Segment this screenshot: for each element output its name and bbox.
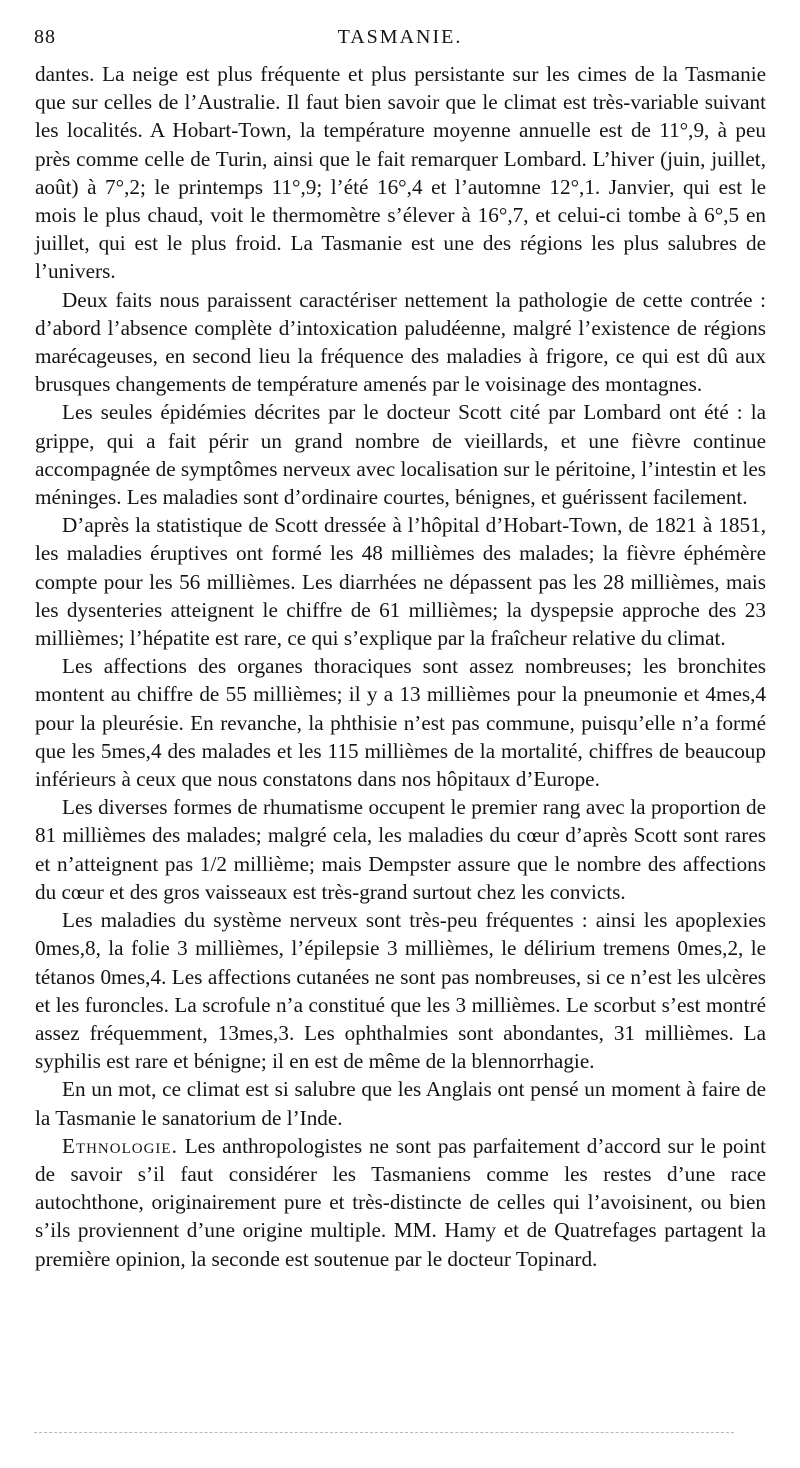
paragraph-ethnology <box>35 1132 766 1273</box>
paragraph-epidemics: Les seules épidémies décrites par le docteur Scott cité par Lombard ont été : la grippe, qui a fait périr un grand nombre de vieillards, et une fièvre continue accompagnée de symptômes nerveux avec localisation sur le péritoine, l’intestin et les méninges. Les maladies sont d’ordinaire courtes, bénignes, et guérissent facilement. <box>35 400 766 510</box>
paragraph-rheumatism: Les diverses formes de rhumatisme occupent le premier rang avec la proportion de 81 millièmes des malades; malgré cela, les maladies du cœur d’après Scott sont rares et n’atteignent pas 1/2 millième; mais Dempster assure que le nombre des affections du cœur et des gros vaisseaux est très-grand surtout chez les convicts. <box>35 795 766 904</box>
paragraph-climate-continued: dantes. La neige est plus fréquente et plus persistante sur les cimes de la Tasmanie que sur celles de l’Australie. Il faut bien savoir que le climat est très-variable suivant les localités. A Hobart-Town, la température moyenne annuelle est de 11°,9, à peu près comme celle de Turin, ainsi que le fait remarquer Lombard. L’hiver (juin, juillet, août) à 7°,2; le printemps 11°,9; l’été 16°,4 et l’automne 12°,1. Janvier, qui est le mois le plus chaud, voit le thermomètre s’élever à 16°,7, et celui-ci tombe à 6°,5 en juillet, qui est le plus froid. La Tasmanie est une des régions les plus salubres de l’univers. <box>35 62 766 284</box>
ethnology-text: Les anthropologistes ne sont pas parfaitement d’accord sur le point de savoir s’il faut considérer les Tasmaniens comme les restes d’une race autochthone, originairement pure et très-distincte de celles qui l’avoisinent, ou bien s’ils proviennent d’une origine multiple. MM. Hamy et de Quatrefages partagent la première opinion, la seconde est soutenue par le docteur Topinard. <box>35 1133 767 1271</box>
paragraph-pathology: Deux faits nous paraissent caractériser nettement la pathologie de cette contrée : d’abord l’absence complète d’intoxication paludéenne, malgré l’existence de régions marécageuses, en second lieu la fréquence des maladies à frigore, ce qui est dû aux brusques changements de température amenés par le voisinage des montagnes. <box>35 287 766 397</box>
footer-rule <box>34 1432 734 1433</box>
page-number: 88 <box>34 26 56 48</box>
paragraph-nervous-system: Les maladies du système nerveux sont très-peu fréquentes : ainsi les apoplexies 0mes,8, la folie 3 millièmes, l’épilepsie 3 millièmes, le délirium tremens 0mes,2, le tétanos 0mes,4. Les affections cutanées ne sont pas nombreuses, si ce n’est les ulcères et les furoncles. La scrofule n’a constitué que les 3 millièmes. Le scorbut s’est montré assez fréquemment, 13mes,3. Les ophthalmies sont abondantes, 31 millièmes. La syphilis est rare et bénigne; il en est de même de la blennorrhagie. <box>35 908 766 1074</box>
paragraph-thoracic: Les affections des organes thoraciques sont assez nombreuses; les bronchites montent au chiffre de 55 millièmes; il y a 13 millièmes pour la pneumonie et 4mes,4 pour la pleurésie. En revanche, la phthisie n’est pas commune, puisqu’elle n’a formé que les 5mes,4 des malades et les 115 millièmes de la mortalité, chiffres de beaucoup inférieurs à ceux que nous constatons dans nos hôpitaux d’Europe. <box>35 654 766 792</box>
page-body <box>35 60 766 1273</box>
paragraph-statistics: D’après la statistique de Scott dressée à l’hôpital d’Hobart-Town, de 1821 à 1851, les maladies éruptives ont formé les 48 millièmes des malades; la fièvre éphémère compte pour les 56 millièmes. Les diarrhées ne dépassent pas les 28 millièmes, mais les dysenteries atteignent le chiffre de 61 millièmes; la dyspepsie approche des 23 millièmes; l’hépatite est rare, ce qui s’explique par la fraîcheur relative du climat. <box>35 513 766 651</box>
page-header <box>34 26 766 52</box>
ethnology-heading: Ethnologie. <box>62 1133 178 1158</box>
paragraph-conclusion: En un mot, ce climat est si salubre que les Anglais ont pensé un moment à faire de la Tasmanie le sanatorium de l’Inde. <box>35 1077 766 1130</box>
running-title: TASMANIE. <box>337 26 463 48</box>
